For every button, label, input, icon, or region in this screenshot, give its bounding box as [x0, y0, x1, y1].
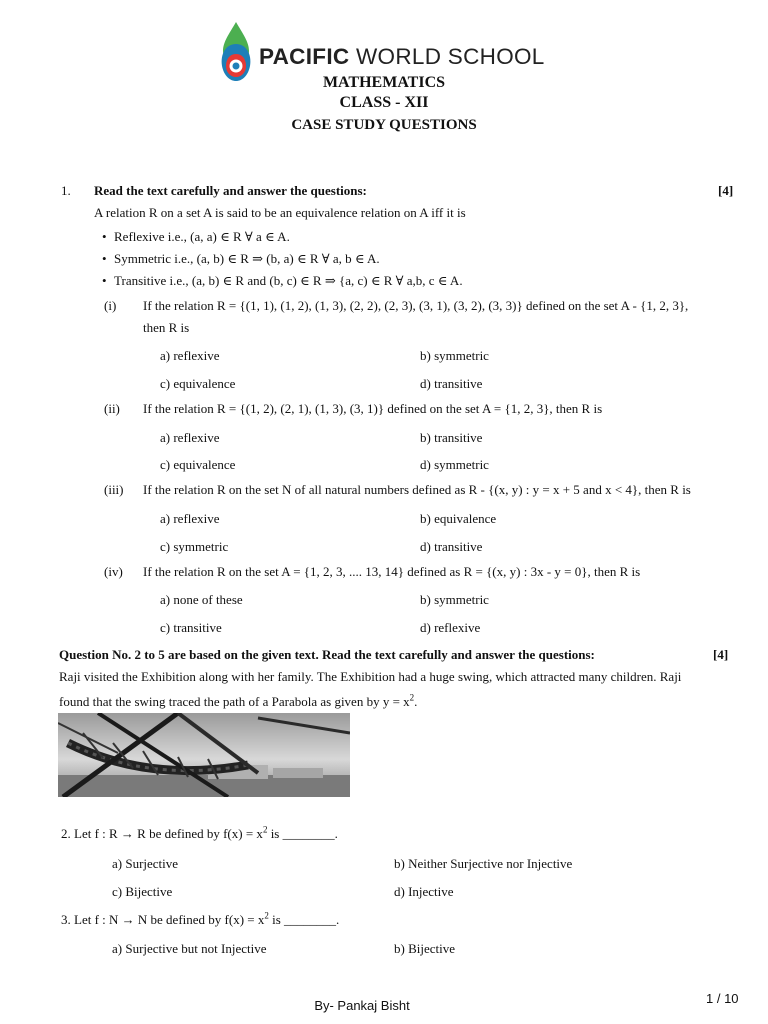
- option-b: b) Bijective: [394, 941, 456, 956]
- q1-part-text: If the relation R on the set A = {1, 2, 3, .... 13, 14} defined as R = {(x, y) : 3x - y = 0}, then R is: [143, 564, 641, 579]
- q2to5-instruction: Question No. 2 to 5 are based on the given text. Read the text carefully and answer the questions:: [59, 647, 595, 662]
- option-d: d) transitive: [420, 376, 483, 391]
- q2to5-paragraph-line1: Raji visited the Exhibition along with her family. The Exhibition had a huge swing, which attracted many children. Raji: [59, 669, 682, 684]
- page-number: 1 / 10: [706, 991, 739, 1006]
- option-c: c) Bijective: [112, 884, 173, 899]
- page-heading: CASE STUDY QUESTIONS: [291, 117, 477, 133]
- q1-intro: A relation R on a set A is said to be an equivalence relation on A iff it is: [94, 205, 466, 220]
- option-b: b) symmetric: [420, 592, 489, 607]
- q1-part-label: (iii): [104, 482, 124, 497]
- class-title: CLASS - XII: [339, 94, 429, 111]
- option-d: d) transitive: [420, 539, 483, 554]
- swing-photo: [58, 713, 350, 797]
- option-b: b) transitive: [420, 430, 483, 445]
- option-c: c) symmetric: [160, 539, 229, 554]
- q1-part-text: If the relation R = {(1, 1), (1, 2), (1, 3), (2, 2), (2, 3), (3, 1), (3, 2), (3, 3)} defined on the set A - {1, 2, 3},: [143, 298, 689, 313]
- q1-part-text-cont: then R is: [143, 320, 190, 335]
- option-b: b) symmetric: [420, 348, 489, 363]
- option-a: a) Surjective but not Injective: [112, 941, 267, 956]
- option-a: a) reflexive: [160, 511, 220, 526]
- q1-part-text: If the relation R = {(1, 2), (2, 1), (1, 3), (3, 1)} defined on the set A = {1, 2, 3}, then R is: [143, 401, 603, 416]
- option-c: c) equivalence: [160, 376, 236, 391]
- subject-title: MATHEMATICS: [322, 74, 446, 91]
- q1-instruction: Read the text carefully and answer the questions:: [94, 183, 367, 198]
- option-d: d) Injective: [394, 884, 454, 899]
- school-name: PACIFIC WORLD SCHOOL: [259, 44, 545, 69]
- swing-photo-image: [58, 713, 350, 797]
- q2-text: 2. Let f : R → R be defined by $f(x) = x^2$ is ________.: [61, 824, 338, 841]
- option-b: b) equivalence: [420, 511, 497, 526]
- q1-marks: [4]: [718, 183, 734, 198]
- option-d: d) reflexive: [420, 620, 481, 635]
- option-a: a) none of these: [160, 592, 243, 607]
- option-b: b) Neither Surjective nor Injective: [394, 856, 573, 871]
- q1-number: 1.: [61, 183, 71, 198]
- option-d: d) symmetric: [420, 457, 489, 472]
- q1-bullet-symmetric: • Symmetric i.e., (a, b) ∈ R ⇒ (b, a) ∈ R ∀ a, b ∈ A.: [114, 251, 380, 267]
- footer-author: By- Pankaj Bisht: [314, 998, 410, 1013]
- q2to5-paragraph-line2: found that the swing traced the path of a Parabola as given by $y = x^2$.: [59, 692, 418, 709]
- option-a: a) reflexive: [160, 430, 220, 445]
- option-c: c) equivalence: [160, 457, 236, 472]
- q1-part-label: (ii): [104, 401, 120, 416]
- q1-bullet-transitive: • Transitive i.e., (a, b) ∈ R and (b, c) ∈ R ⇒ {a, c) ∈ R ∀ a,b, c ∈ A.: [114, 273, 463, 289]
- q3-text: 3. Let f : N → N be defined by $f(x) = x^2$ is ________.: [61, 910, 340, 927]
- q1-part-label: (i): [104, 298, 117, 313]
- q2to5-marks: [4]: [713, 647, 729, 662]
- q1-bullet-reflexive: • Reflexive i.e., (a, a) ∈ R ∀ a ∈ A.: [114, 229, 290, 245]
- option-a: a) reflexive: [160, 348, 220, 363]
- option-a: a) Surjective: [112, 856, 179, 871]
- option-c: c) transitive: [160, 620, 222, 635]
- q1-part-label: (iv): [104, 564, 123, 579]
- q1-part-text: If the relation R on the set N of all natural numbers defined as R - {(x, y) : y = x + 5 and x < 4}, then R is: [143, 482, 691, 497]
